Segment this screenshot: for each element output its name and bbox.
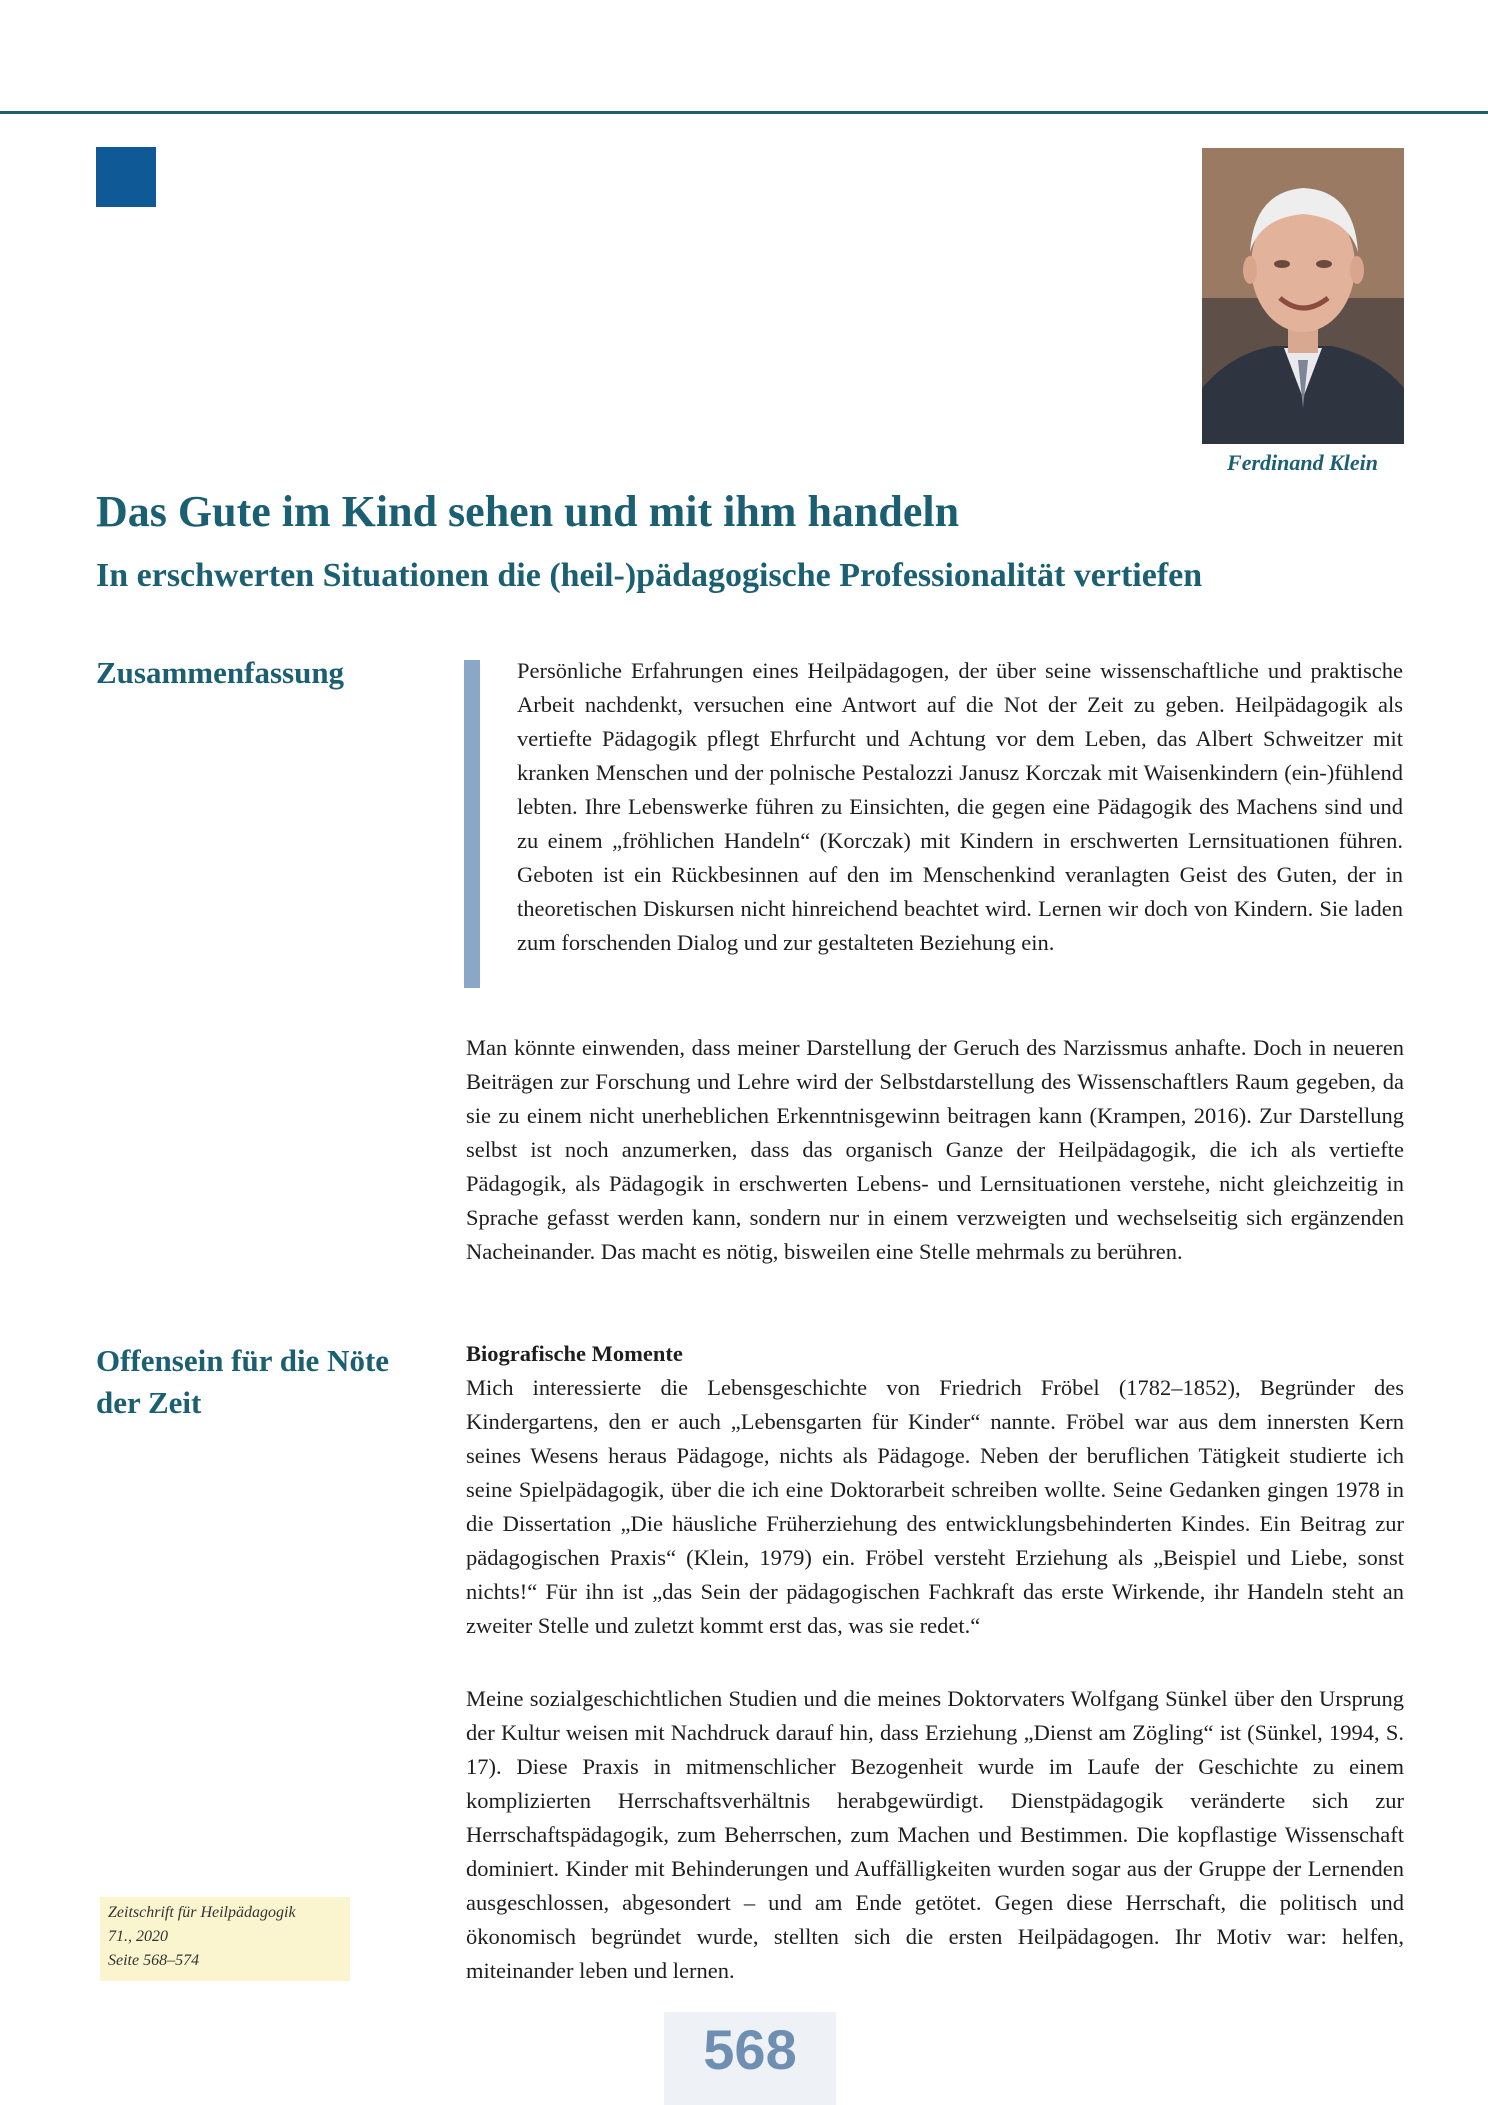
top-rule <box>0 111 1488 114</box>
body-paragraph-1: Mich interessierte die Lebensgeschichte von Friedrich Fröbel (1782–1852), Begründer des Kindergartens, den er auch „Lebensgarten für Kinder“ nannte. Fröbel war aus dem innersten Kern seines Wesens heraus Pädagoge, nichts als Pädagoge. Neben der beruflichen Tätigkeit studierte ich seine Spielpädagogik, über die ich eine Doktorarbeit schreiben wollte. Seine Gedanken gingen 1978 in die Dissertation „Die häusliche Früherziehung des entwicklungsbehinderten Kindes. Ein Beitrag zur pädagogischen Praxis“ (Klein, 1979) ein. Fröbel versteht Erziehung als „Beispiel und Liebe, sonst nichts!“ Für ihn ist „das Sein der pädagogischen Fachkraft das erste Wirkende, ihr Handeln steht an zweiter Stelle und zuletzt kommt erst das, was sie redet.“ <box>466 1375 1404 1638</box>
abstract-text: Persönliche Erfahrungen eines Heilpädagogen, der über seine wissenschaftliche und praktische Arbeit nachdenkt, versuchen eine Antwort auf die Not der Zeit zu geben. Heilpädagogik als vertiefte Pädagogik pflegt Ehrfurcht und Achtung vor dem Leben, das Albert Schweitzer mit kranken Menschen und der polnische Pestalozzi Janusz Korczak mit Waisenkindern (ein-)fühlend lebten. Ihre Lebenswerke führen zu Einsichten, die gegen eine Pädagogik des Machens sind und zu einem „fröhlichen Handeln“ (Korczak) mit Kindern in erschwerten Lernsituationen führen. Geboten ist ein Rückbesinnen auf den im Menschenkind veranlagten Geist des Guten, der in theoretischen Diskursen nicht hinreichend beachtet wird. Lernen wir doch von Kindern. Sie laden zum forschenden Dialog und zur gestalteten Beziehung ein. <box>517 658 1403 955</box>
article-title: Das Gute im Kind sehen und mit ihm handeln <box>96 487 960 536</box>
body-paragraph-2: Meine sozialgeschichtlichen Studien und die meines Doktorvaters Wolfgang Sünkel über den Ursprung der Kultur weisen mit Nachdruck darauf hin, dass Erziehung „Dienst am Zögling“ ist (Sünkel, 1994, S. 17). Diese Praxis in mitmenschlicher Bezogenheit wurde im Laufe der Geschichte zu einem komplizierten Herrschaftsverhältnis herabgewürdigt. Dienstpädagogik veränderte sich zur Herrschaftspädagogik, zum Beherrschen, zum Machen und Bestimmen. Die kopflastige Wissenschaft dominiert. Kinder mit Behinderungen und Auffälligkeiten wurden sogar aus der Gruppe der Lernenden ausgeschlossen, abgesondert – und am Ende getötet. Gegen diese Herrschaft, die politisch und ökonomisch begründet wurde, stellten sich die ersten Heilpädagogen. Ihr Motiv war: helfen, miteinander leben und lernen. <box>466 1686 1404 1983</box>
journal-info-box <box>100 1897 350 1981</box>
section-side-heading: Offensein für die Nöte der Zeit <box>96 1343 390 1420</box>
author-portrait <box>1202 148 1404 444</box>
author-caption: Ferdinand Klein <box>1227 450 1378 475</box>
section-title: Biografische Momente <box>466 1341 683 1366</box>
summary-heading: Zusammenfassung <box>96 655 345 690</box>
page-number: 568 <box>664 2012 836 2105</box>
journal-volume: 71., 2020 <box>108 1928 168 1945</box>
corner-square <box>96 147 156 207</box>
journal-pages: Seite 568–574 <box>108 1952 200 1969</box>
article-subtitle: In erschwerten Situationen die (heil-)pädagogische Professionalität vertiefen <box>96 557 1203 594</box>
journal-name: Zeitschrift für Heilpädagogik <box>108 1904 296 1921</box>
intro-paragraph: Man könnte einwenden, dass meiner Darstellung der Geruch des Narzissmus anhafte. Doch in neueren Beiträgen zur Forschung und Lehre wird der Selbstdarstellung des Wissenschaftlers Raum gegeben, da sie zu einem nicht unerheblichen Erkenntnisgewinn beitragen kann (Krampen, 2016). Zur Darstellung selbst ist noch anzumerken, dass das organisch Ganze der Heilpädagogik, die ich als vertiefte Pädagogik, als Pädagogik in erschwerten Lebens- und Lernsituationen verstehe, nicht gleichzeitig in Sprache gefasst werden kann, sondern nur in einem verzweigten und wechselseitig sich ergänzenden Nacheinander. Das macht es nötig, bisweilen eine Stelle mehrmals zu berühren. <box>466 1035 1404 1264</box>
abstract-bar <box>464 660 480 988</box>
